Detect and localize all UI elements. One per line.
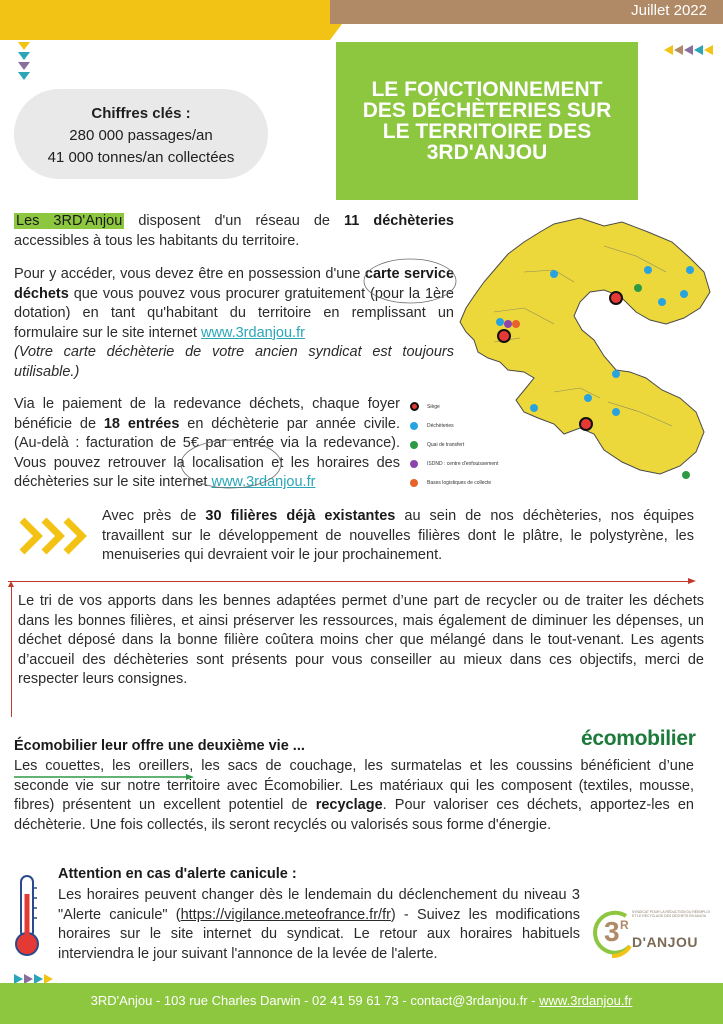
left-arrows-icon [664, 45, 713, 55]
top-yellow-banner [0, 0, 360, 40]
card-note: (Votre carte déchèterie de votre ancien syndicat est toujours utilisable.) [14, 344, 454, 380]
legend-label: Quai de transfert [427, 441, 465, 448]
logo-r: R [620, 918, 629, 932]
service-card-label: carte service déchets [14, 266, 455, 302]
down-arrows-icon [18, 42, 32, 82]
divider-line-vertical [11, 587, 12, 717]
legend-item [410, 454, 520, 473]
vigilance-link[interactable]: https://vigilance.meteofrance.fr/fr [180, 906, 391, 923]
legend-label: ISDND : centre d'enfouissement [427, 460, 499, 467]
legend-dot [410, 460, 418, 468]
entries-count: 18 entrées [103, 415, 180, 432]
legend-item [410, 435, 520, 454]
recyclage-label: recyclage [315, 797, 383, 813]
thermometer-icon [12, 874, 42, 958]
issue-date: Juillet 2022 [631, 2, 707, 19]
logo-tagline: SYNDICAT POUR LA RÉDUCTION DU RÉEMPLOI ET LE RECYCLAGE DES DÉCHETS EN ANJOU [632, 910, 710, 919]
canicule-heading: Attention en cas d'alerte canicule : [58, 866, 297, 882]
intro-paragraph [14, 212, 454, 251]
access-text-2: que vous pouvez vous procurer gratuitement (pour la 1ère dotation) en tant qu'habitant du territoire en remplissant un formulaire sur le site internet [14, 285, 454, 341]
filieres-text-2: au sein de nos déchèteries, nos équipes travaillent sur le développement de nouvelles filières dont le plâtre, le polystyrène, les menuiseries qui devraient voir le jour prochainement. [102, 508, 694, 563]
logo-name: D'ANJOU [632, 934, 698, 950]
tri-box [8, 581, 714, 717]
legend-dot [410, 422, 418, 430]
tri-paragraph: Le tri de vos apports dans les bennes adaptées permet d’une part de recycler ou de traiter les déchets dans les bonnes filières, et ainsi préserver les ressources, mais également de diminuer les dépenses, un déchet déposé dans la bonne filière coûtera moins cher que mélangé dans le tout-venant. Les agents d’accueil des déchèteries sont présents pour vous conseiller au mieux dans ces objectifs, merci de respecter leurs consignes. [18, 593, 704, 687]
legend-item [410, 473, 520, 492]
key-figures-title: Chiffres clés : [91, 105, 191, 122]
filieres-count: 30 filières déjà existantes [205, 508, 396, 524]
intro-text-1: disposent d'un réseau de [124, 213, 345, 229]
chevrons-right-icon [18, 516, 90, 556]
divider-line [8, 581, 688, 582]
canicule-paragraph [58, 886, 580, 964]
key-figure-visits: 280 000 passages/an [69, 127, 213, 144]
ecomobilier-heading: Écomobilier leur offre une deuxième vie ... [14, 738, 305, 754]
fees-text-2: en déchèterie par année civile. (Au-delà : facturation de 5€ par entrée via la redevance). Vous pouvez retrouver la localisation et les horaires des déchèteries sur le site internet [14, 415, 400, 490]
key-figures-box [14, 89, 268, 179]
legend-label: Bases logistiques de collecte [427, 479, 492, 486]
underline-arrow [14, 774, 194, 782]
map-legend [410, 397, 520, 492]
dechetteries-count: 11 déchèteries [344, 213, 454, 229]
legend-label: Déchèteries [427, 422, 454, 429]
footer-address: 3RD'Anjou - 103 rue Charles Darwin - 02 41 59 61 73 - contact@3rdanjou.fr - [90, 993, 540, 1008]
logo-3: 3 [604, 916, 620, 947]
canicule-text-2: ) - Suivez les modifications horaires sur le site internet du syndicat. Le retour aux horaires habituels interviendra le jour suivant l'annonce de la levée de l'alerte. [58, 906, 580, 962]
ecomobilier-text-1: Les couettes, les oreillers, les sacs de couchage, les surmatelas et les coussins bénéficient d’une seconde vie sur notre territoire avec Écomobilier. Les matériaux qui les composent (textiles, mousse, fibres) présentent un excellent potentiel de [14, 758, 694, 813]
legend-label: Siège [427, 403, 440, 410]
ecomobilier-paragraph [14, 757, 694, 835]
website-link-2[interactable]: www.3rdanjou.fr [211, 474, 316, 490]
legend-dot [410, 479, 418, 487]
filieres-text-1: Avec près de [102, 508, 206, 524]
brand-highlight: Les 3RD'Anjou [16, 213, 123, 229]
legend-item [410, 397, 520, 416]
page-title: LE FONCTIONNEMENT DES DÉCHÈTERIES SUR LE TERRITOIRE DES 3RD'ANJOU [362, 78, 612, 164]
ecomobilier-text-2: . Pour valoriser ces déchets, apportez-les en déchèterie. Une fois collectés, ils seront recyclés ou valorisés sous forme d'énergie. [14, 797, 694, 833]
legend-item [410, 416, 520, 435]
intro-text-2: accessibles à tous les habitants du territoire. [14, 232, 300, 249]
key-figure-tonnage: 41 000 tonnes/an collectées [47, 149, 235, 166]
access-text-1: Pour y accéder, vous devez être en possession d'une [14, 266, 365, 282]
footer-contact [0, 993, 723, 1008]
title-box [336, 42, 638, 200]
fees-text-1: Via le paiement de la redevance déchets, chaque foyer bénéficie de [14, 396, 400, 432]
hand-circle-mark-2 [176, 436, 286, 492]
filieres-paragraph [102, 507, 694, 566]
canicule-text-1: Les horaires peuvent changer dès le lendemain du déclenchement du niveau 3 "Alerte canicule" ( [58, 887, 580, 923]
legend-dot [410, 402, 419, 411]
3rd-anjou-logo [592, 906, 710, 966]
website-link-1[interactable]: www.3rdanjou.fr [200, 324, 305, 341]
yellow-slant-shape [0, 0, 360, 40]
ecomobilier-logo: écomobilier [581, 727, 696, 750]
footer-website-link[interactable]: www.3rdanjou.fr [539, 993, 633, 1008]
legend-dot [410, 441, 418, 449]
